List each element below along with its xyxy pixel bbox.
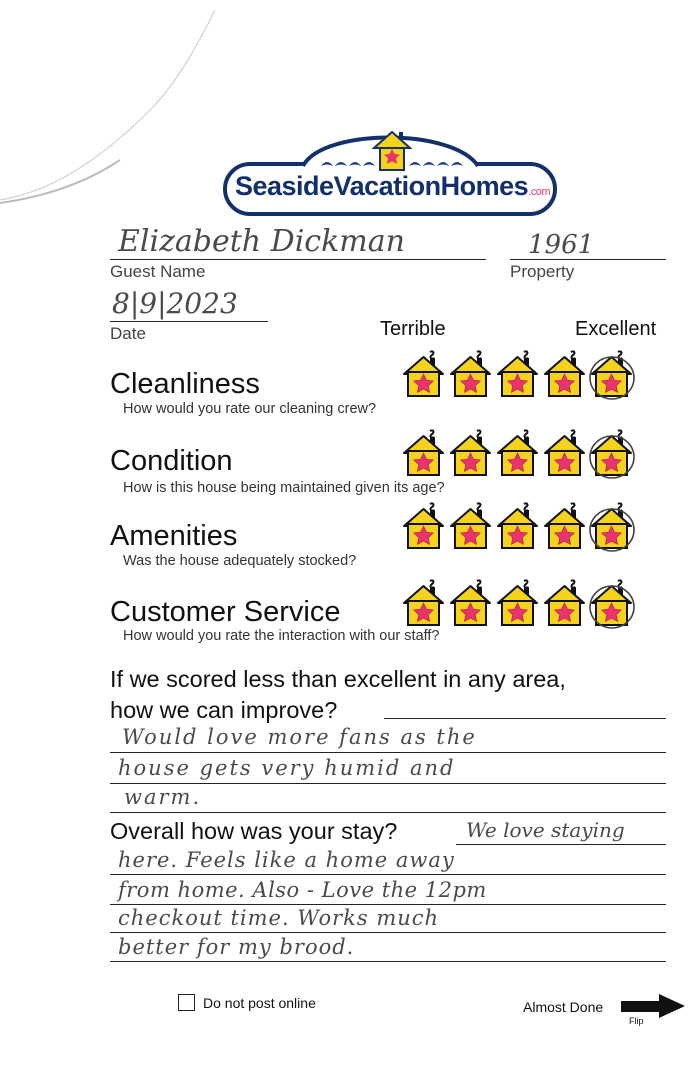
house-rating-icon[interactable]	[588, 427, 635, 477]
house-rating-icon[interactable]	[494, 500, 541, 550]
improve-line	[110, 783, 666, 784]
improve-line	[384, 718, 666, 719]
house-rating-icon[interactable]	[541, 500, 588, 550]
house-rating-icon[interactable]	[588, 348, 635, 398]
category-subtitle: Was the house adequately stocked?	[123, 553, 357, 569]
terrible-label: Terrible	[380, 318, 446, 340]
category-title: Amenities	[110, 520, 238, 552]
category-subtitle: How is this house being maintained given its age?	[123, 480, 445, 496]
do-not-post-label: Do not post online	[203, 995, 316, 1011]
house-rating-icon[interactable]	[400, 427, 447, 477]
property-value[interactable]: 1961	[528, 230, 595, 260]
date-underline	[110, 321, 268, 322]
overall-answer-line[interactable]: from home. Also - Love the 12pm	[118, 878, 487, 902]
logo-brand-text: SeasideVacationHomes.com	[235, 171, 550, 201]
house-rating-icon[interactable]	[494, 348, 541, 398]
improve-line	[110, 812, 666, 813]
date-label: Date	[110, 324, 146, 343]
overall-answer-line[interactable]: here. Feels like a home away	[118, 848, 455, 872]
guest-name-label: Guest Name	[110, 262, 206, 281]
category-title: Cleanliness	[110, 368, 260, 400]
house-rating-icon[interactable]	[494, 427, 541, 477]
guest-name-underline	[110, 259, 486, 260]
house-rating-icon[interactable]	[447, 500, 494, 550]
house-rating-icon[interactable]	[541, 348, 588, 398]
overall-line	[110, 874, 666, 875]
date-value[interactable]: 8|9|2023	[112, 287, 238, 320]
guest-name-value[interactable]: Elizabeth Dickman	[118, 224, 405, 259]
almost-done-label: Almost Done	[523, 999, 604, 1015]
house-rating-icon[interactable]	[447, 348, 494, 398]
property-underline	[510, 259, 666, 260]
logo-graphic	[223, 118, 557, 218]
house-rating-icon[interactable]	[447, 427, 494, 477]
rating-row-amenities	[400, 500, 635, 550]
overall-line	[456, 844, 666, 845]
overall-answer-first[interactable]: We love staying	[466, 818, 625, 842]
rating-row-customer-service	[400, 577, 635, 627]
rating-row-cleanliness	[400, 348, 635, 398]
house-rating-icon[interactable]	[494, 577, 541, 627]
arrow-right-icon[interactable]	[621, 994, 685, 1018]
house-rating-icon[interactable]	[541, 427, 588, 477]
excellent-label: Excellent	[575, 318, 657, 340]
rating-row-condition	[400, 427, 635, 477]
category-title: Condition	[110, 445, 233, 477]
category-subtitle: How would you rate the interaction with our staff?	[123, 628, 440, 644]
house-rating-icon[interactable]	[400, 577, 447, 627]
overall-line	[110, 904, 666, 905]
property-label: Property	[510, 262, 575, 281]
improve-answer-line[interactable]: house gets very humid and	[118, 756, 456, 780]
improve-question-line2: how we can improve?	[110, 697, 338, 723]
overall-question: Overall how was your stay?	[110, 818, 398, 844]
house-rating-icon[interactable]	[588, 577, 635, 627]
house-rating-icon[interactable]	[588, 500, 635, 550]
improve-answer-line[interactable]: warm.	[124, 785, 202, 809]
category-title: Customer Service	[110, 596, 341, 628]
overall-line	[110, 932, 666, 933]
logo	[223, 118, 557, 218]
improve-question-line1: If we scored less than excellent in any area,	[110, 666, 566, 692]
flip-label: Flip	[629, 1016, 644, 1026]
paper-crease	[0, 0, 230, 220]
improve-line	[110, 752, 666, 753]
house-rating-icon[interactable]	[541, 577, 588, 627]
overall-answer-line[interactable]: checkout time. Works much	[118, 906, 440, 930]
category-subtitle: How would you rate our cleaning crew?	[123, 401, 377, 417]
house-rating-icon[interactable]	[400, 348, 447, 398]
overall-line	[110, 961, 666, 962]
improve-answer-line[interactable]: Would love more fans as the	[122, 725, 477, 749]
house-rating-icon[interactable]	[400, 500, 447, 550]
overall-answer-line[interactable]: better for my brood.	[118, 935, 355, 959]
do-not-post-checkbox[interactable]	[178, 994, 195, 1011]
house-rating-icon[interactable]	[447, 577, 494, 627]
